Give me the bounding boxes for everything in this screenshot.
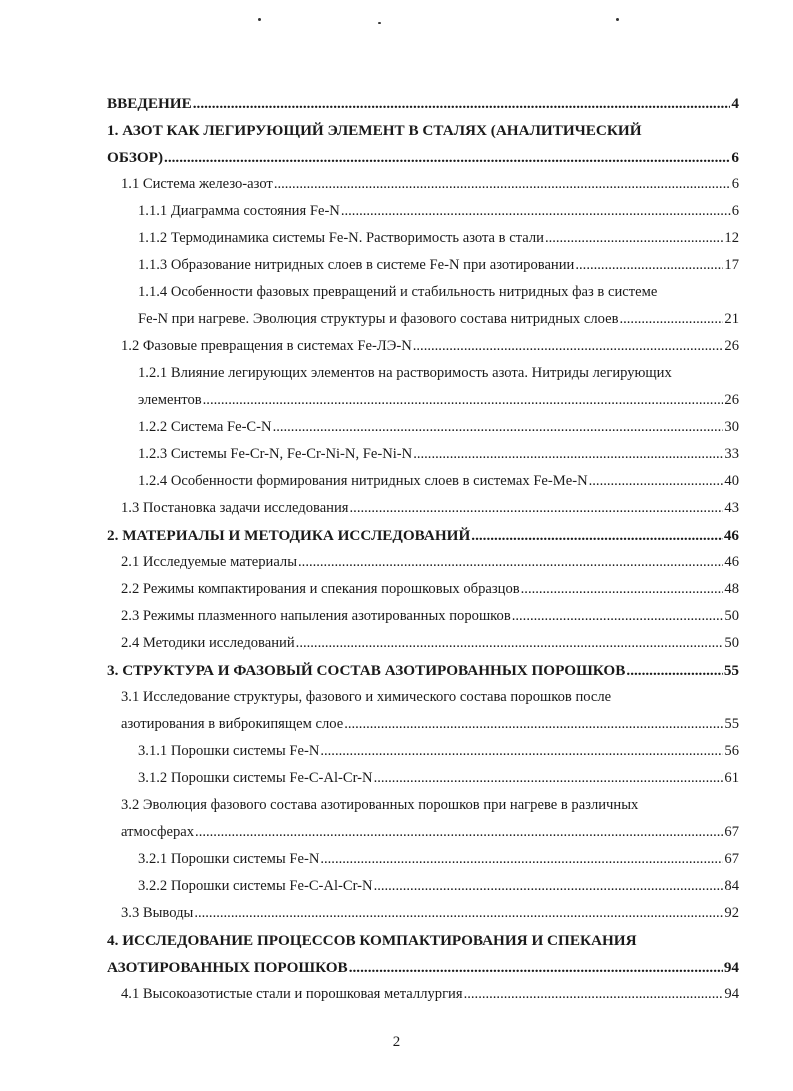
toc-entry-title: 3.1.1 Порошки системы Fe-N [138, 743, 320, 759]
toc-entry-page: 94 [724, 986, 739, 1002]
toc-entry-title: 1.1.1 Диаграмма состояния Fe-N [138, 203, 340, 219]
toc-entry[interactable] [107, 495, 739, 522]
toc-entry-title: 3.2 Эволюция фазового состава азотированных порошков при нагреве в различных [121, 797, 639, 813]
toc-entry-title: 2.3 Режимы плазменного напыления азотированных порошков [121, 608, 511, 624]
toc-entry[interactable] [107, 333, 739, 360]
toc-entry[interactable] [107, 117, 739, 144]
toc-entry-page: 67 [724, 824, 739, 840]
toc-entry[interactable] [107, 414, 739, 441]
scan-speck [378, 22, 381, 24]
toc-entry-title: 2.2 Режимы компактирования и спекания порошковых образцов [121, 581, 520, 597]
toc-entry[interactable] [107, 90, 739, 117]
toc-entry[interactable] [107, 684, 739, 711]
dot-leader [521, 576, 724, 603]
toc-entry-page: 12 [724, 230, 739, 246]
dot-leader [545, 225, 723, 252]
dot-leader [320, 738, 723, 765]
toc-entry[interactable] [107, 711, 739, 738]
toc-entry-title: 2.4 Методики исследований [121, 635, 295, 651]
dot-leader [273, 414, 724, 441]
dot-leader [374, 765, 724, 792]
toc-entry[interactable] [107, 360, 739, 387]
toc-entry-page: 26 [724, 338, 739, 354]
dot-leader [341, 198, 731, 225]
dot-leader [349, 954, 723, 981]
toc-entry-title: Fe-N при нагреве. Эволюция структуры и фазового состава нитридных слоев [138, 311, 619, 327]
toc-entry-title: 1.2 Фазовые превращения в системах Fe-ЛЭ-N [121, 338, 412, 354]
toc-entry-title: 3.2.2 Порошки системы Fe-C-Al-Cr-N [138, 878, 373, 894]
dot-leader [471, 522, 723, 549]
toc-entry[interactable] [107, 981, 739, 1008]
dot-leader [350, 495, 724, 522]
toc-entry-page: 17 [724, 257, 739, 273]
toc-entry-page: 6 [731, 176, 739, 192]
toc-entry[interactable] [107, 846, 739, 873]
dot-leader [374, 873, 724, 900]
dot-leader [464, 981, 724, 1008]
dot-leader [344, 711, 723, 738]
toc-entry-title: элементов [138, 392, 202, 408]
toc-entry-title: 1. АЗОТ КАК ЛЕГИРУЮЩИЙ ЭЛЕМЕНТ В СТАЛЯХ (АНАЛИТИЧЕСКИЙ [107, 122, 642, 139]
toc-entry-page: 33 [724, 446, 739, 462]
toc-entry[interactable] [107, 198, 739, 225]
toc-entry[interactable] [107, 819, 739, 846]
scan-speck [616, 18, 619, 21]
toc-entry[interactable] [107, 900, 739, 927]
toc-entry[interactable] [107, 657, 739, 684]
toc-entry[interactable] [107, 252, 739, 279]
scan-speck [258, 18, 261, 21]
toc-entry-title: 3.2.1 Порошки системы Fe-N [138, 851, 320, 867]
toc-entry-title: 1.2.1 Влияние легирующих элементов на растворимость азота. Нитриды легирующих [138, 365, 672, 381]
toc-entry[interactable] [107, 522, 739, 549]
toc-entry-page: 50 [724, 635, 739, 651]
page-number: 2 [392, 1034, 401, 1050]
toc-entry-page: 50 [724, 608, 739, 624]
toc-entry-page: 6 [731, 149, 739, 166]
toc-entry-page: 61 [724, 770, 739, 786]
toc-entry-title: 1.2.4 Особенности формирования нитридных слоев в системах Fe-Me-N [138, 473, 588, 489]
dot-leader [296, 630, 724, 657]
toc-entry[interactable] [107, 738, 739, 765]
toc-entry[interactable] [107, 630, 739, 657]
toc-entry-page: 43 [724, 500, 739, 516]
toc-entry-page: 46 [724, 554, 739, 570]
toc-entry-title: 1.2.2 Система Fe-C-N [138, 419, 272, 435]
dot-leader [274, 171, 731, 198]
toc-entry[interactable] [107, 603, 739, 630]
toc-entry-page: 6 [731, 203, 739, 219]
toc-entry-title: 1.1.2 Термодинамика системы Fe-N. Растворимость азота в стали [138, 230, 544, 246]
toc-entry[interactable] [107, 306, 739, 333]
dot-leader [575, 252, 723, 279]
toc-entry-page: 55 [724, 716, 739, 732]
toc-entry-title: атмосферах [121, 824, 195, 840]
toc-entry-title: 1.1.3 Образование нитридных слоев в системе Fe-N при азотировании [138, 257, 575, 273]
dot-leader [164, 144, 730, 171]
dot-leader [194, 900, 723, 927]
dot-leader [298, 549, 723, 576]
toc-entry-title: АЗОТИРОВАННЫХ ПОРОШКОВ [107, 959, 348, 976]
toc-entry-page: 4 [731, 95, 739, 112]
toc-entry[interactable] [107, 225, 739, 252]
toc-entry-page: 56 [724, 743, 739, 759]
toc-entry[interactable] [107, 549, 739, 576]
toc-entry-page: 94 [723, 959, 739, 976]
toc-entry-page: 26 [724, 392, 739, 408]
dot-leader [320, 846, 723, 873]
dot-leader [413, 333, 724, 360]
toc-entry-title: 3.1.2 Порошки системы Fe-C-Al-Cr-N [138, 770, 373, 786]
dot-leader [203, 387, 724, 414]
toc-entry[interactable] [107, 468, 739, 495]
toc-entry[interactable] [107, 441, 739, 468]
toc-entry-title: 3.1 Исследование структуры, фазового и химического состава порошков после [121, 689, 612, 705]
toc-entry-page: 21 [724, 311, 739, 327]
dot-leader [589, 468, 724, 495]
toc-entry[interactable] [107, 792, 739, 819]
toc-entry-page: 92 [724, 905, 739, 921]
table-of-contents [107, 90, 739, 1008]
toc-entry-page: 40 [724, 473, 739, 489]
toc-entry-title: 4. ИССЛЕДОВАНИЕ ПРОЦЕССОВ КОМПАКТИРОВАНИЯ И СПЕКАНИЯ [107, 932, 637, 949]
toc-entry-title: 4.1 Высокоазотистые стали и порошковая металлургия [121, 986, 463, 1002]
toc-entry-page: 48 [724, 581, 739, 597]
toc-entry-page: 55 [723, 662, 739, 679]
toc-entry-title: ОБЗОР) [107, 149, 164, 166]
toc-entry-title: ВВЕДЕНИЕ [107, 95, 192, 112]
toc-entry-title: 1.1.4 Особенности фазовых превращений и стабильность нитридных фаз в системе [138, 284, 658, 300]
toc-entry[interactable] [107, 279, 739, 306]
dot-leader [413, 441, 723, 468]
toc-entry-page: 46 [723, 527, 739, 544]
dot-leader [626, 657, 722, 684]
toc-entry-title: 1.2.3 Системы Fe-Cr-N, Fe-Cr-Ni-N, Fe-Ni-N [138, 446, 413, 462]
toc-entry-title: 1.3 Постановка задачи исследования [121, 500, 349, 516]
toc-entry[interactable] [107, 927, 739, 954]
toc-entry-page: 30 [724, 419, 739, 435]
dot-leader [512, 603, 724, 630]
toc-entry[interactable] [107, 171, 739, 198]
dot-leader [195, 819, 723, 846]
toc-entry-title: азотирования в виброкипящем слое [121, 716, 344, 732]
toc-entry-page: 67 [724, 851, 739, 867]
toc-entry-title: 2. МАТЕРИАЛЫ И МЕТОДИКА ИССЛЕДОВАНИЙ [107, 527, 471, 544]
toc-entry[interactable] [107, 387, 739, 414]
toc-entry-title: 2.1 Исследуемые материалы [121, 554, 298, 570]
toc-entry[interactable] [107, 576, 739, 603]
dot-leader [619, 306, 723, 333]
toc-entry-page: 84 [724, 878, 739, 894]
toc-entry[interactable] [107, 954, 739, 981]
dot-leader [193, 90, 731, 117]
toc-entry[interactable] [107, 765, 739, 792]
toc-entry[interactable] [107, 144, 739, 171]
toc-entry[interactable] [107, 873, 739, 900]
toc-entry-title: 3.3 Выводы [121, 905, 194, 921]
toc-entry-title: 3. СТРУКТУРА И ФАЗОВЫЙ СОСТАВ АЗОТИРОВАННЫХ ПОРОШКОВ [107, 662, 626, 679]
toc-entry-title: 1.1 Система железо-азот [121, 176, 273, 192]
